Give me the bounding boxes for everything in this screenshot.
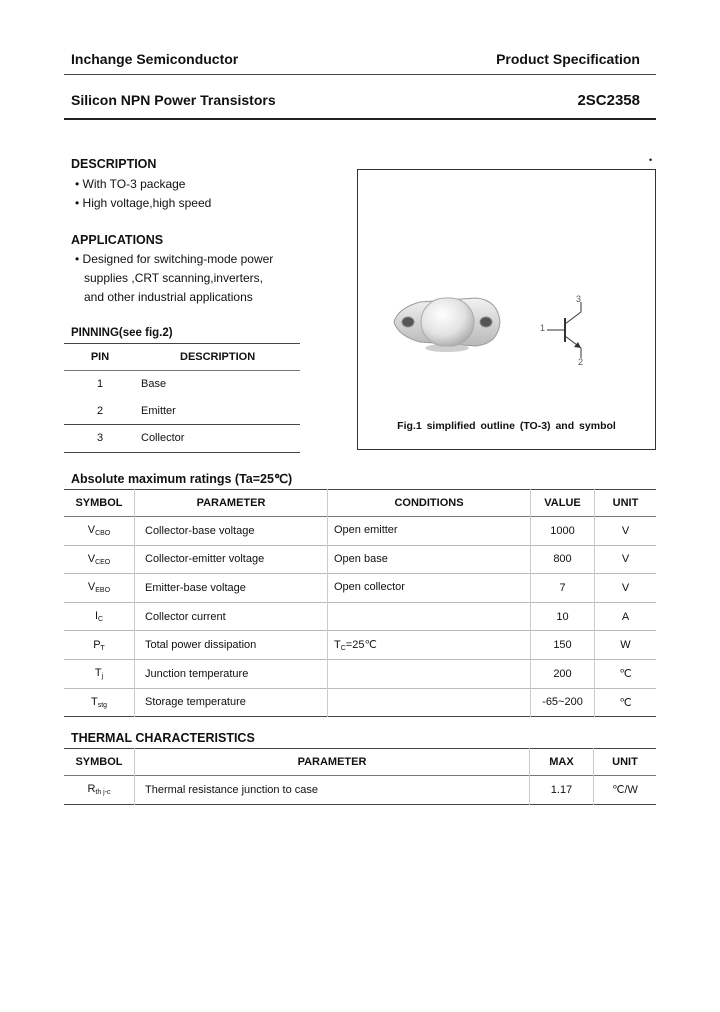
- parameter-header: PARAMETER: [135, 490, 328, 517]
- unit-cell: ℃: [595, 688, 657, 717]
- table-row: [64, 545, 656, 574]
- conditions-header: CONDITIONS: [328, 490, 531, 517]
- value-header: VALUE: [531, 490, 595, 517]
- pin-description-header: DESCRIPTION: [180, 351, 256, 363]
- applications-line: and other industrial applications: [84, 290, 253, 304]
- symbol-cell: $P_T$: [93, 638, 105, 652]
- symbol-header: SYMBOL: [75, 497, 123, 509]
- symbol-cell: $V_{CEO}$: [87, 552, 111, 566]
- table-row: [64, 425, 300, 453]
- symbol-cell: $I_C$: [94, 610, 104, 624]
- thermal-table: [64, 748, 656, 805]
- parameter-header: PARAMETER: [135, 749, 530, 776]
- unit-cell: A: [595, 602, 657, 631]
- npn-transistor-symbol-icon: [543, 292, 603, 372]
- abs-max-title: Absolute maximum ratings (Ta=25℃): [71, 472, 293, 486]
- pin-label-base: 1: [540, 323, 546, 333]
- value-cell: 10: [531, 602, 595, 631]
- value-cell: 200: [531, 659, 595, 688]
- doc-type: Product Specification: [496, 51, 640, 67]
- symbol-cell: $T_{stg}$: [90, 695, 108, 709]
- applications-line: • Designed for switching-mode power: [75, 252, 274, 266]
- conditions-cell: Open collector: [328, 574, 531, 603]
- pinning-table: [64, 343, 300, 453]
- value-cell: -65~200: [531, 688, 595, 717]
- parameter-cell: Total power dissipation: [135, 631, 328, 660]
- table-row: [64, 659, 656, 688]
- unit-cell: ℃: [595, 659, 657, 688]
- pin-description: Collector: [141, 432, 185, 445]
- symbol-cell: $T_j$: [94, 667, 104, 681]
- unit-cell: ℃/W: [594, 776, 657, 805]
- pin-number: 2: [96, 404, 104, 417]
- parameter-cell: Collector current: [135, 602, 328, 631]
- symbol-cell: $V_{CBO}$: [87, 524, 111, 538]
- unit-header: UNIT: [595, 490, 657, 517]
- table-row: [64, 602, 656, 631]
- pin-label-collector: 3: [576, 294, 582, 304]
- product-line: Silicon NPN Power Transistors: [71, 92, 276, 108]
- pin-number: 3: [96, 432, 104, 445]
- conditions-cell: [328, 688, 531, 717]
- parameter-cell: Junction temperature: [135, 659, 328, 688]
- header-rule: [64, 74, 656, 75]
- figure-caption: Fig.1 simplified outline (TO-3) and symbol: [397, 420, 616, 432]
- unit-cell: V: [595, 517, 657, 546]
- conditions-cell: Open emitter: [328, 517, 531, 546]
- unit-cell: V: [595, 574, 657, 603]
- conditions-cell: [328, 659, 531, 688]
- value-cell: 150: [531, 631, 595, 660]
- table-row: [64, 517, 656, 546]
- pin-number: 1: [96, 378, 104, 391]
- description-title: DESCRIPTION: [71, 157, 157, 171]
- max-cell: 1.17: [530, 776, 594, 805]
- pin-description: Emitter: [141, 404, 176, 417]
- symbol-cell: $V_{EBO}$: [87, 581, 111, 595]
- unit-cell: V: [595, 545, 657, 574]
- table-row: [64, 776, 656, 805]
- pin-label-emitter: 2: [578, 357, 584, 367]
- max-header: MAX: [530, 749, 594, 776]
- applications-line: supplies ,CRT scanning,inverters,: [84, 271, 263, 285]
- company-name: Inchange Semiconductor: [71, 51, 239, 67]
- conditions-cell: [328, 602, 531, 631]
- to3-package-drawing: [358, 170, 655, 449]
- pin-description: Base: [141, 378, 167, 391]
- table-row: [64, 574, 656, 603]
- unit-cell: W: [595, 631, 657, 660]
- symbol-header: SYMBOL: [75, 756, 123, 768]
- unit-header: UNIT: [594, 749, 657, 776]
- figure-box: [357, 169, 656, 450]
- value-cell: 1000: [531, 517, 595, 546]
- part-number: 2SC2358: [577, 92, 640, 109]
- conditions-cell: Open base: [328, 545, 531, 574]
- value-cell: 800: [531, 545, 595, 574]
- thermal-title: THERMAL CHARACTERISTICS: [71, 731, 255, 745]
- abs-max-table: [64, 489, 656, 717]
- symbol-cell: $R_{th j-c}$: [87, 783, 111, 797]
- table-row: [64, 371, 300, 398]
- parameter-cell: Emitter-base voltage: [135, 574, 328, 603]
- parameter-cell: Collector-emitter voltage: [135, 545, 328, 574]
- parameter-cell: Storage temperature: [135, 688, 328, 717]
- parameter-cell: Thermal resistance junction to case: [135, 776, 530, 805]
- applications-title: APPLICATIONS: [71, 233, 164, 247]
- description-item: • High voltage,high speed: [75, 196, 212, 210]
- figure-bullet: •: [649, 155, 653, 165]
- title-rule: [64, 118, 656, 120]
- table-row: [64, 398, 300, 425]
- parameter-cell: Collector-base voltage: [135, 517, 328, 546]
- table-row: [64, 688, 656, 717]
- value-cell: 7: [531, 574, 595, 603]
- pinning-title: PINNING(see fig.2): [71, 327, 173, 339]
- table-row: [64, 631, 656, 660]
- pin-header: PIN: [90, 351, 110, 363]
- conditions-cell: $T_C=25℃$: [328, 631, 531, 660]
- description-item: • With TO-3 package: [75, 177, 186, 191]
